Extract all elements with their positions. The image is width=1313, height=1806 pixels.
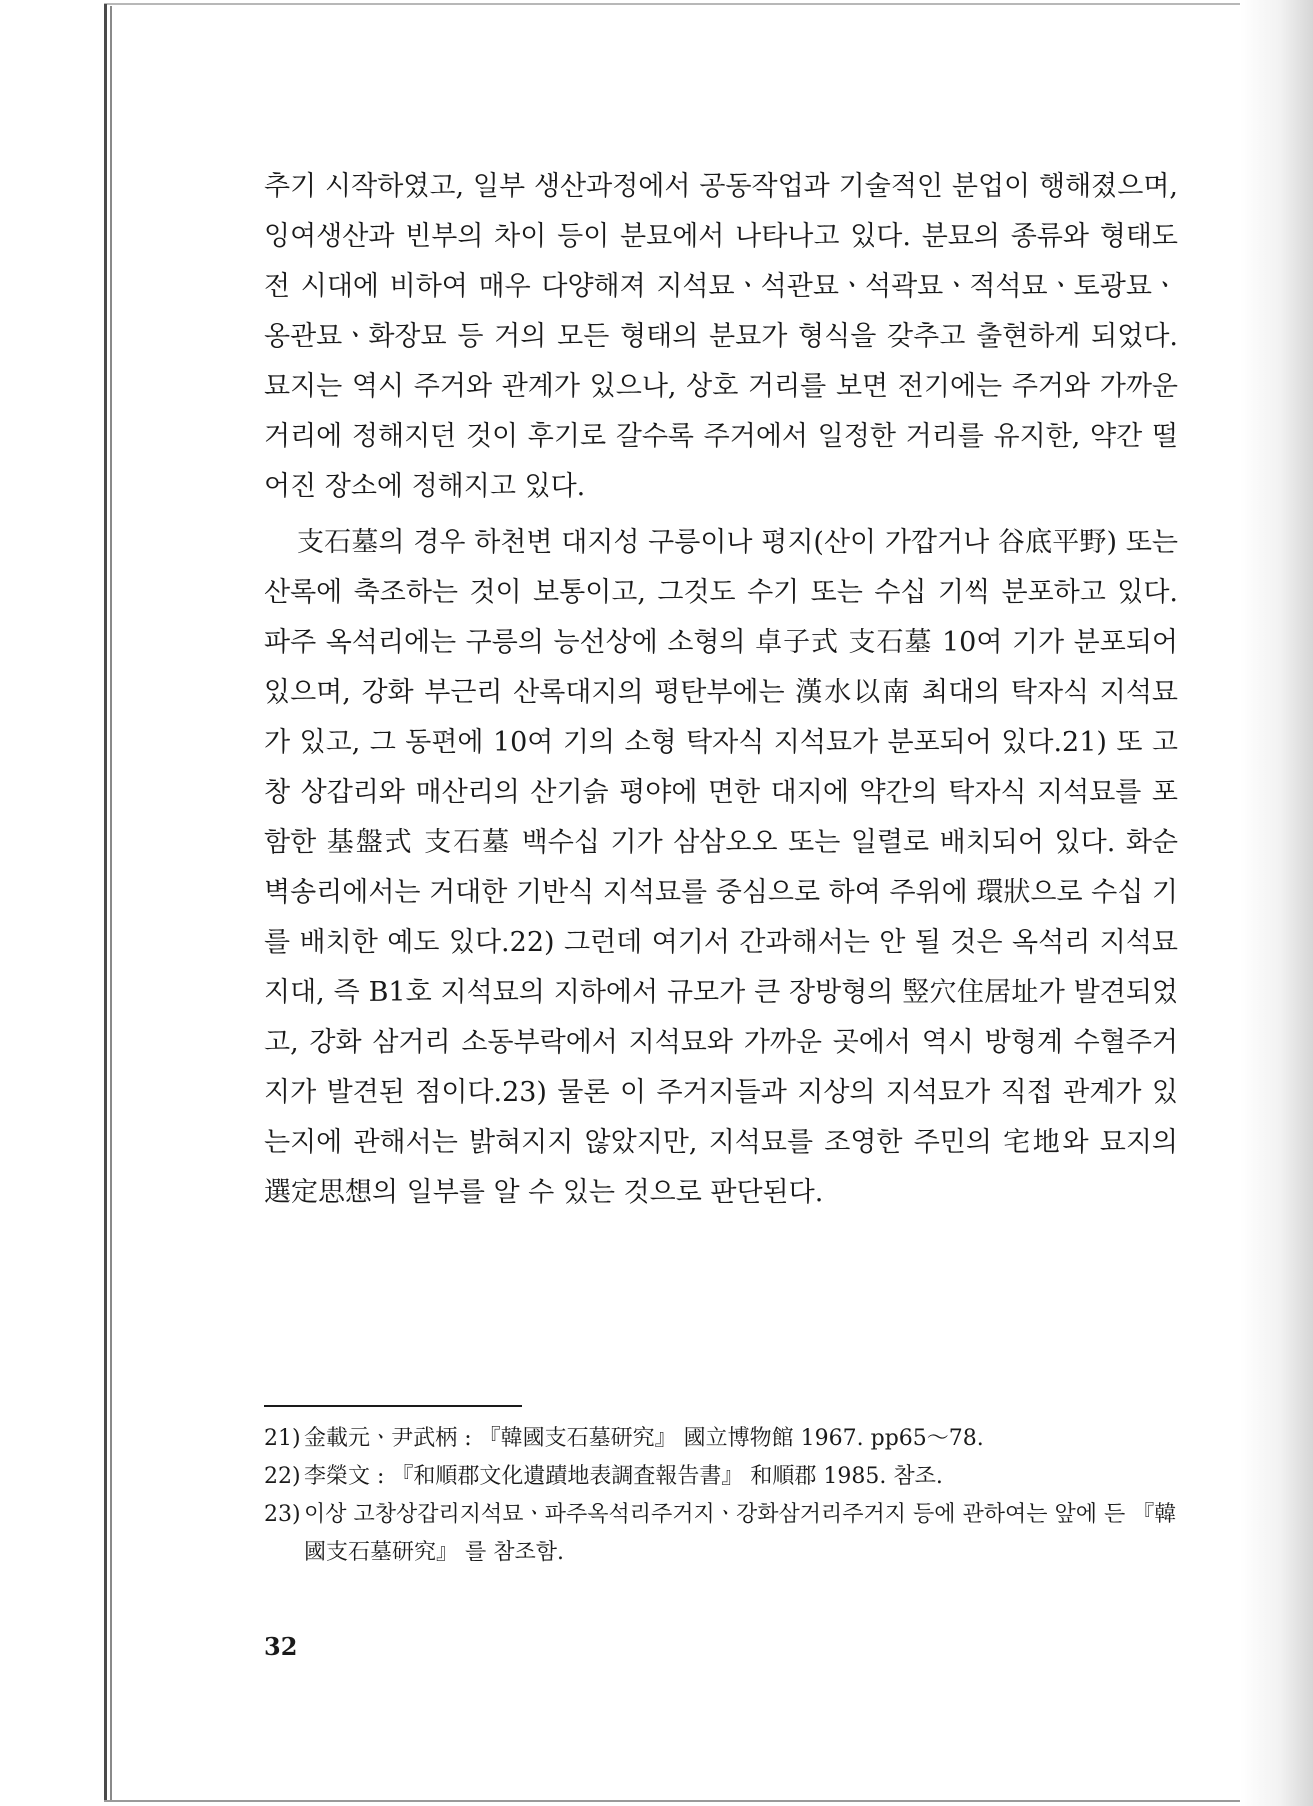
body-text xyxy=(264,162,1178,1224)
paragraph-1: 추기 시작하였고, 일부 생산과정에서 공동작업과 기술적인 분업이 행해졌으며, 잉여생산과 빈부의 차이 등이 분묘에서 나타나고 있다. 분묘의 종류와 형태도 전 시대에 비하여 매우 다양해져 지석묘ㆍ석관묘ㆍ석곽묘ㆍ적석묘ㆍ토광묘ㆍ옹관묘ㆍ화장묘 등 거의 모든 형태의 분묘가 형식을 갖추고 출현하게 되었다. 묘지는 역시 주거와 관계가 있으나, 상호 거리를 보면 전기에는 주거와 가까운 거리에 정해지던 것이 후기로 갈수록 주거에서 일정한 거리를 유지한, 약간 떨어진 장소에 정해지고 있다. xyxy=(264,171,1178,502)
footnote-divider xyxy=(264,1405,522,1407)
page-right-shadow xyxy=(1240,0,1313,1806)
page-left-edge-inner xyxy=(110,6,112,1800)
footnote-text: 李榮文 : 『和順郡文化遺蹟地表調査報告書』 和順郡 1985. 참조. xyxy=(304,1464,943,1489)
footnote-number: 21) xyxy=(264,1426,301,1451)
page-top-edge xyxy=(104,3,1294,5)
footnote-22 xyxy=(264,1458,1178,1496)
footnote-23 xyxy=(264,1496,1178,1572)
page-left-edge xyxy=(104,4,107,1802)
footnote-text: 이상 고창상갑리지석묘ㆍ파주옥석리주거지ㆍ강화삼거리주거지 등에 관하여는 앞에 든 『韓國支石墓研究』 를 참조함. xyxy=(304,1502,1177,1565)
page-number: 32 xyxy=(264,1632,298,1661)
footnotes xyxy=(264,1420,1178,1572)
footnote-number: 23) xyxy=(264,1502,301,1527)
footnote-text: 金載元ㆍ尹武柄 : 『韓國支石墓研究』 國立博物館 1967. pp65～78. xyxy=(304,1426,984,1451)
footnote-21 xyxy=(264,1420,1178,1458)
page-bottom-edge xyxy=(104,1800,1284,1802)
paragraph-2: 支石墓의 경우 하천변 대지성 구릉이나 평지(산이 가깝거나 谷底平野) 또는 산록에 축조하는 것이 보통이고, 그것도 수기 또는 수십 기씩 분포하고 있다. 파주 옥석리에는 구릉의 능선상에 소형의 卓子式 支石墓 10여 기가 분포되어 있으며, 강화 부근리 산록대지의 평탄부에는 漢水以南 최대의 탁자식 지석묘가 있고, 그 동편에 10여 기의 소형 탁자식 지석묘가 분포되어 있다.21) 또 고창 상갑리와 매산리의 산기슭 평야에 면한 대지에 약간의 탁자식 지석묘를 포함한 基盤式 支石墓 백수십 기가 삼삼오오 또는 일렬로 배치되어 있다. 화순 벽송리에서는 거대한 기반식 지석묘를 중심으로 하여 주위에 環狀으로 수십 기를 배치한 예도 있다.22) 그런데 여기서 간과해서는 안 될 것은 옥석리 지석묘지대, 즉 B1호 지석묘의 지하에서 규모가 큰 장방형의 竪穴住居址가 발견되었고, 강화 삼거리 소동부락에서 지석묘와 가까운 곳에서 역시 방형계 수혈주거지가 발견된 점이다.23) 물론 이 주거지들과 지상의 지석묘가 직접 관계가 있는지에 관해서는 밝혀지지 않았지만, 지석묘를 조영한 주민의 宅地와 묘지의 選定思想의 일부를 알 수 있는 것으로 판단된다. xyxy=(264,527,1178,1208)
footnote-number: 22) xyxy=(264,1464,301,1489)
